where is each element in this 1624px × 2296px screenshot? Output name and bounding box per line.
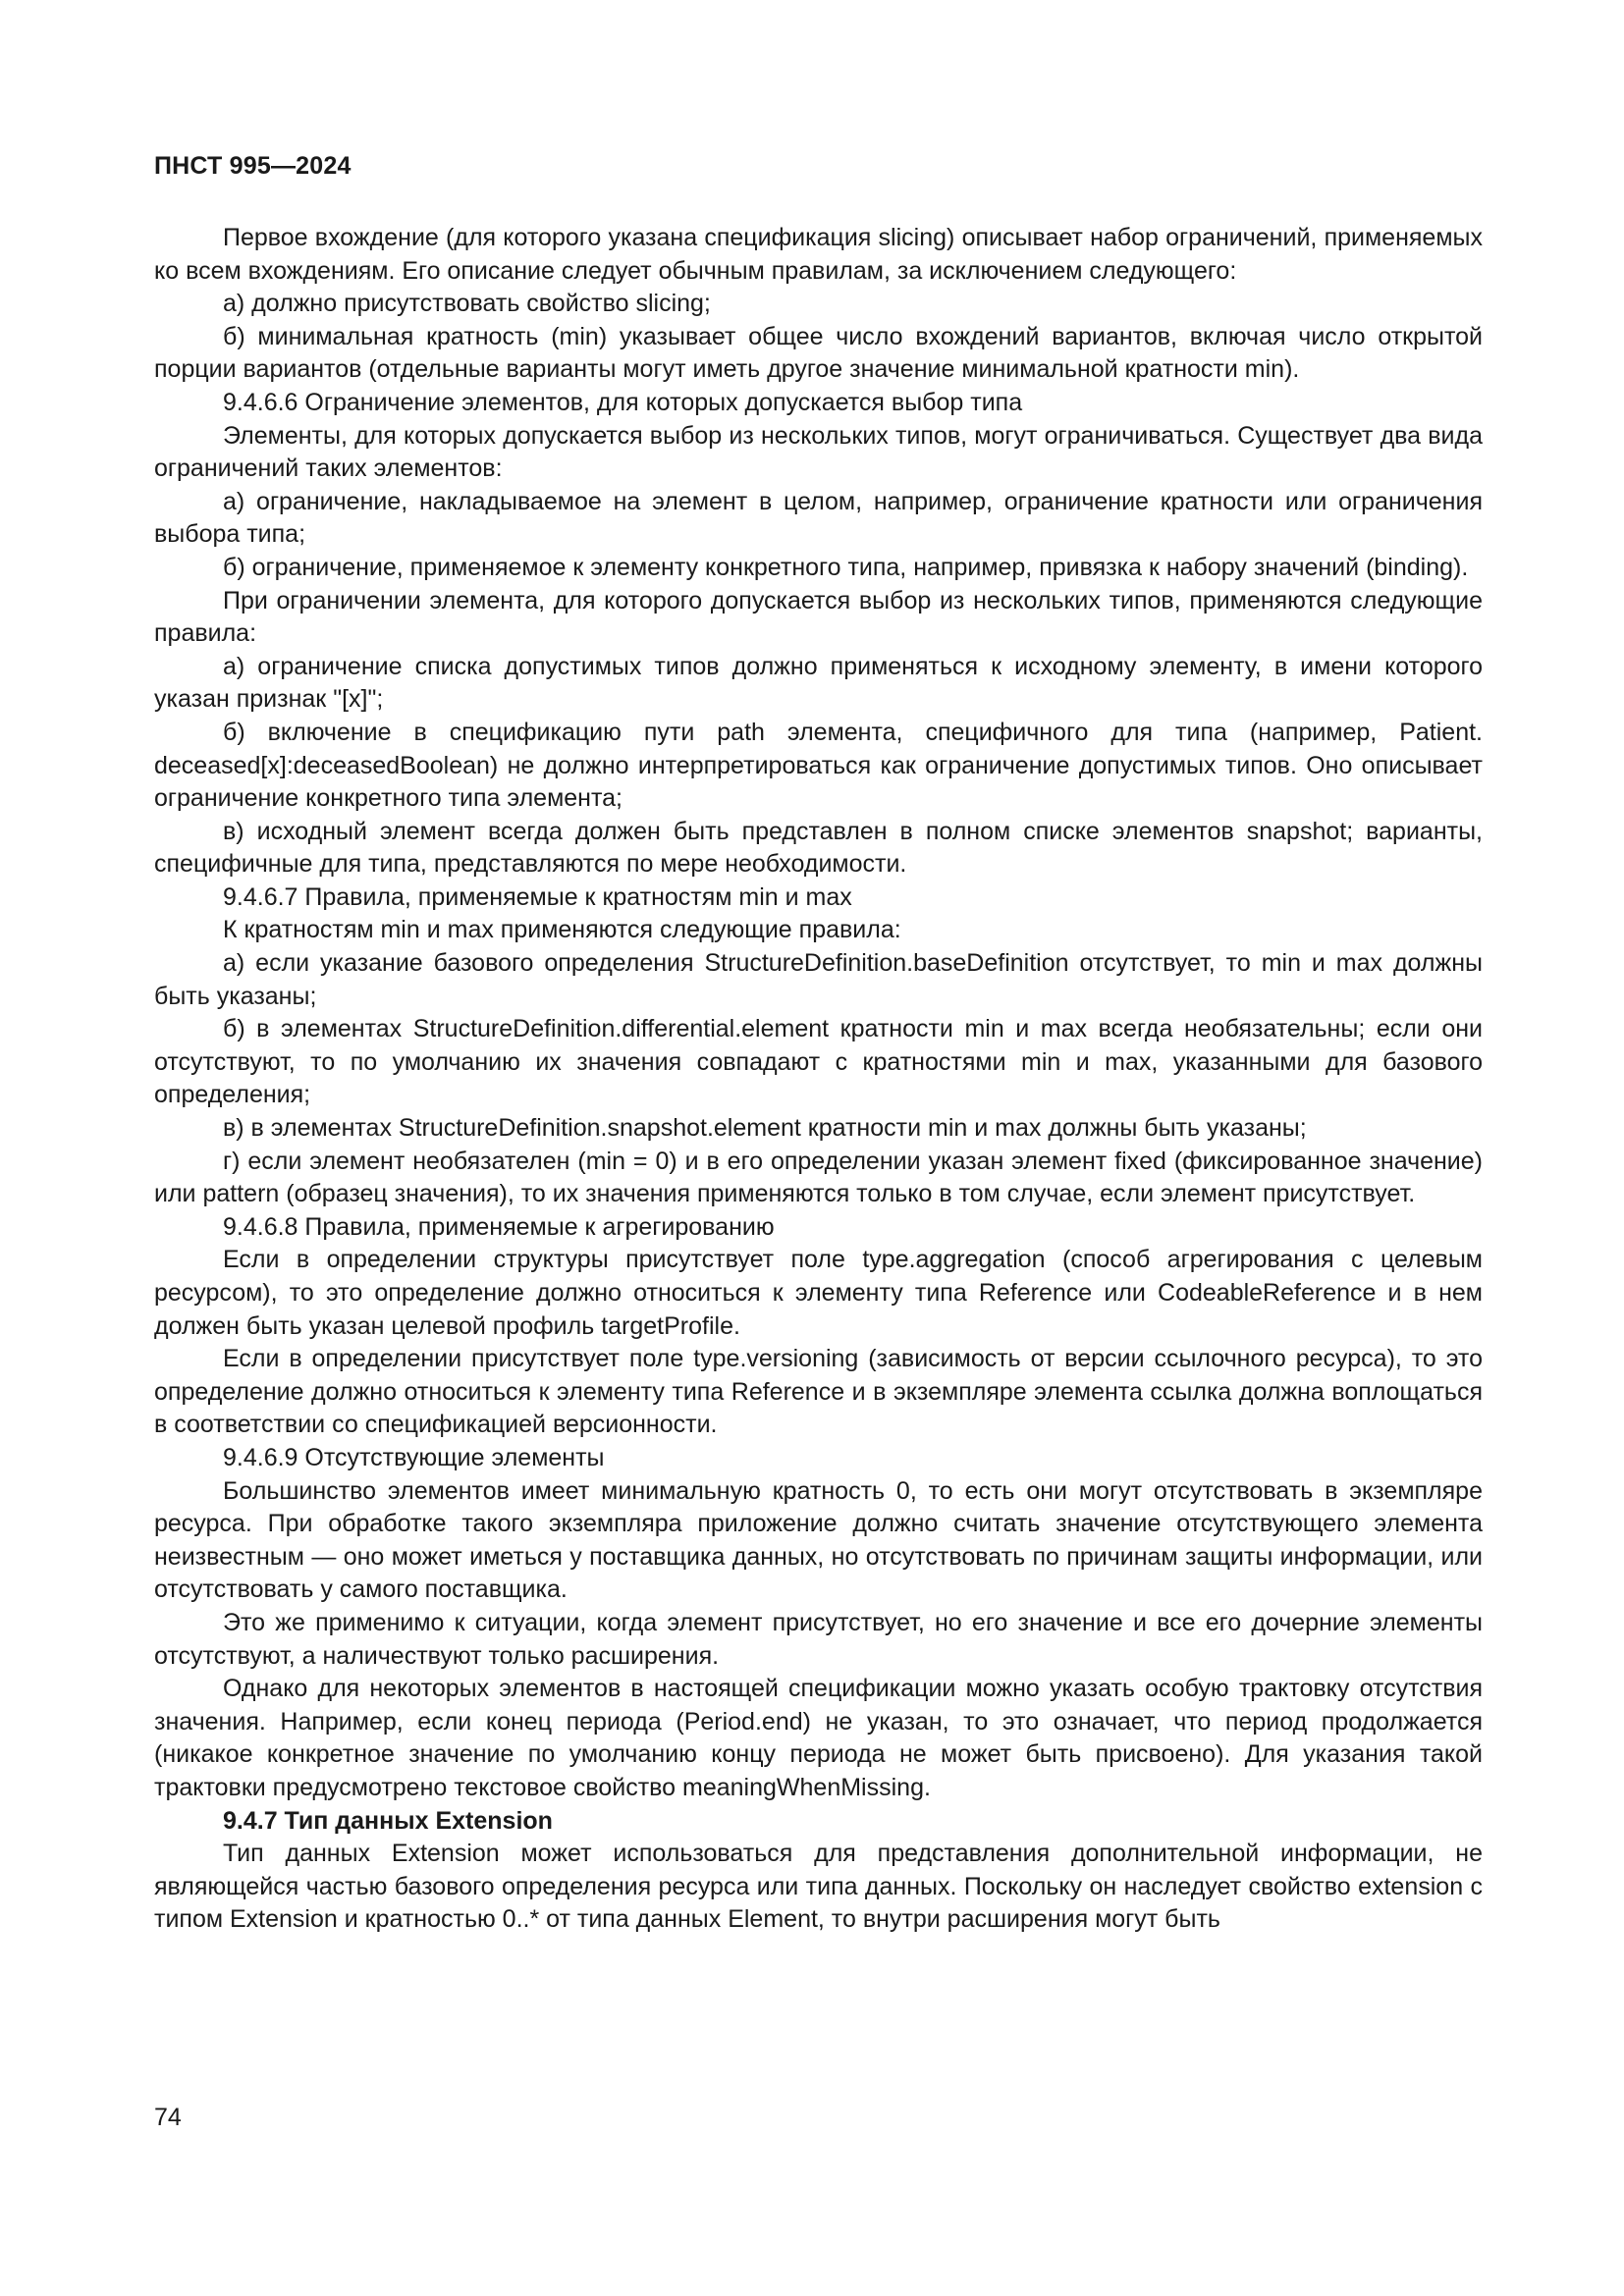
list-item: а) ограничение списка допустимых типов должно применяться к исходному элементу, в имени которого указан признак "[x]"; (154, 652, 1483, 714)
list-item: а) ограничение, накладываемое на элемент в целом, например, ограничение кратности или ограничения выбора типа; (154, 487, 1483, 549)
body-text (154, 222, 1483, 1937)
list-item: а) должно присутствовать свойство slicing; (223, 290, 711, 318)
list-item: а) если указание базового определения StructureDefinition.baseDefinition отсутствует, то min и max должны быть указаны; (154, 949, 1483, 1010)
page-number: 74 (154, 2104, 182, 2131)
document-code-header: ПНСТ 995—2024 (154, 152, 352, 180)
section-heading: 9.4.6.7 Правила, применяемые к кратностям min и max (223, 882, 852, 911)
paragraph: Первое вхождение (для которого указана спецификация slicing) описывает набор ограничений, применяемых ко всем вхождениям. Его описание следует обычным правилам, за исключением следующего: (154, 224, 1483, 285)
paragraph: Элементы, для которых допускается выбор из нескольких типов, могут ограничиваться. Существует два вида ограничений таких элементов: (154, 421, 1483, 483)
list-item: б) минимальная кратность (min) указывает общее число вхождений вариантов, включая число открытой порции вариантов (отдельные варианты могут иметь другое значение минимальной кратности min). (154, 322, 1483, 384)
paragraph: Это же применимо к ситуации, когда элемент присутствует, но его значение и все его дочерние элементы отсутствуют, а наличествуют только расширения. (154, 1608, 1483, 1670)
paragraph: Однако для некоторых элементов в настоящей спецификации можно указать особую трактовку отсутствия значения. Например, если конец периода (Period.end) не указан, то это означает, что период продолжается (никакое конкретное значение по умолчанию концу периода не может быть присвоено). Для указания такой трактовки предусмотрено текстовое свойство meaningWhenMissing. (154, 1675, 1483, 1801)
paragraph: Большинство элементов имеет минимальную кратность 0, то есть они могут отсутствовать в экземпляре ресурса. При обработке такого экземпляра приложение должно считать значение отсутствующего элемента неизвестным — оно может иметься у поставщика данных, но отсутствовать по причинам защиты информации, или отсутствовать у самого поставщика. (154, 1476, 1483, 1604)
section-heading-bold: 9.4.7 Тип данных Extension (223, 1806, 553, 1835)
list-item: б) в элементах StructureDefinition.differential.element кратности min и max всегда необязательны; если они отсутствуют, то по умолчанию их значения совпадают с кратностями min и max, указанными для базового определения; (154, 1015, 1483, 1109)
list-item: в) в элементах StructureDefinition.snapshot.element кратности min и max должны быть указаны; (223, 1114, 1307, 1143)
section-heading: 9.4.6.6 Ограничение элементов, для которых допускается выбор типа (223, 388, 1023, 416)
section-heading: 9.4.6.9 Отсутствующие элементы (223, 1443, 605, 1471)
list-item: г) если элемент необязателен (min = 0) и в его определении указан элемент fixed (фиксированное значение) или pattern (образец значения), то их значения применяются только в том случае, если элемент присутствует. (154, 1147, 1483, 1208)
list-item: б) включение в спецификацию пути path элемента, специфичного для типа (например, Patient. deceased[x]:deceasedBoolean) не должно интерпретироваться как ограничение допустимых типов. Оно описывает ограничение конкретного типа элемента; (154, 718, 1483, 813)
paragraph: При ограничении элемента, для которого допускается выбор из нескольких типов, применяются следующие правила: (154, 586, 1483, 648)
paragraph: Если в определении присутствует поле type.versioning (зависимость от версии ссылочного ресурса), то это определение должно относиться к элементу типа Reference и в экземпляре элемента ссылка должна воплощаться в соответствии со спецификацией версионности. (154, 1345, 1483, 1439)
paragraph: Если в определении структуры присутствует поле type.aggregation (способ агрегирования с целевым ресурсом), то это определение должно относиться к элементу типа Reference или CodeableReference и в нем должен быть указан целевой профиль targetProfile. (154, 1246, 1483, 1340)
list-item: в) исходный элемент всегда должен быть представлен в полном списке элементов snapshot; варианты, специфичные для типа, представляются по мере необходимости. (154, 817, 1483, 879)
section-heading: 9.4.6.8 Правила, применяемые к агрегированию (223, 1212, 775, 1241)
list-item: б) ограничение, применяемое к элементу конкретного типа, например, привязка к набору значений (binding). (223, 553, 1469, 581)
paragraph: К кратностям min и max применяются следующие правила: (223, 916, 901, 944)
paragraph: Тип данных Extension может использоваться для представления дополнительной информации, не являющейся частью базового определения ресурса или типа данных. Поскольку он наследует свойство extension с типом Extension и кратностью 0..* от типа данных Element, то внутри расширения могут быть (154, 1840, 1483, 1934)
